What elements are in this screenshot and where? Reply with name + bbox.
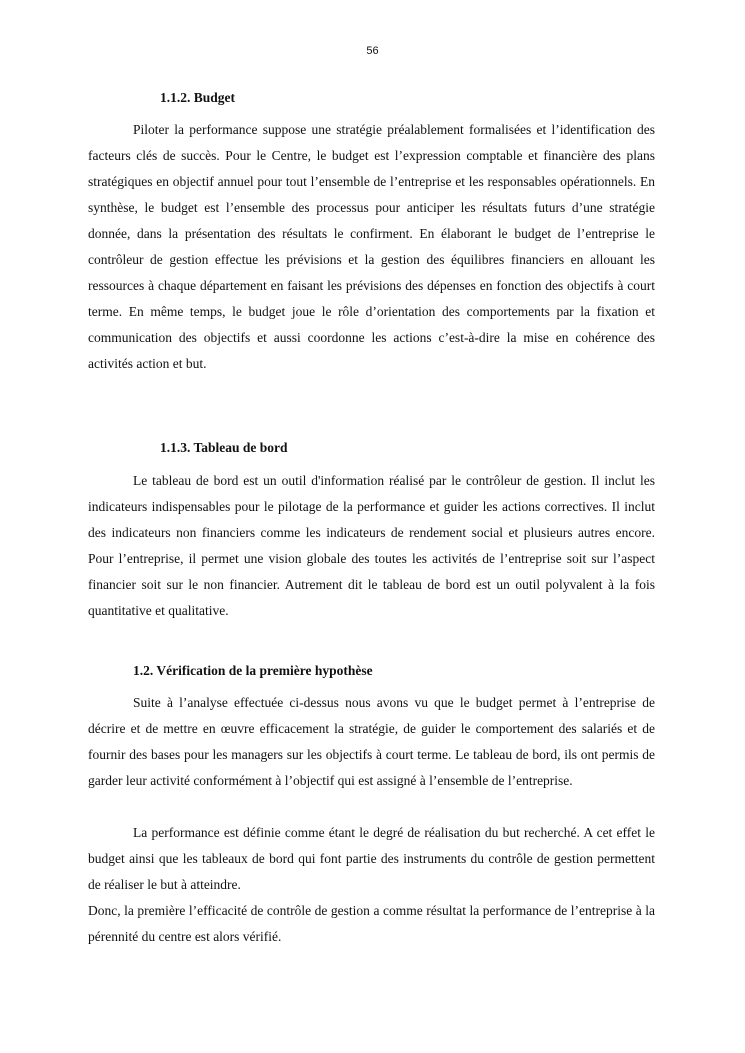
section-heading-budget: 1.1.2. Budget bbox=[160, 90, 236, 105]
paragraph-verification-3: Donc, la première l’efficacité de contrôle de gestion a comme résultat la performance de l’entreprise à la pérennité du centre est alors vérifié. bbox=[88, 903, 655, 944]
paragraph-tableau-de-bord: Le tableau de bord est un outil d'information réalisé par le contrôleur de gestion. Il inclut les indicateurs indispensables pour le pilotage de la performance et guider les actions correctives. Il inclut des indicateurs non financiers comme les indicateurs de rendement social et plusieurs autres encore. Pour l’entreprise, il permet une vision globale des toutes les activités de l’entreprise soit sur l’aspect financier soit sur le non financier. Autrement dit le tableau de bord est un outil polyvalent à la fois quantitative et qualitative. bbox=[88, 473, 655, 618]
paragraph-verification-1: Suite à l’analyse effectuée ci-dessus nous avons vu que le budget permet à l’entreprise de décrire et de mettre en œuvre efficacement la stratégie, de guider le comportement des salariés et de fournir des bases pour les managers sur les objectifs à court terme. Le tableau de bord, ils ont permis de garder leur activité conformément à l’objectif qui est assigné à l’ensemble de l’entreprise. bbox=[88, 695, 655, 788]
section-heading-verification: 1.2. Vérification de la première hypothèse bbox=[133, 663, 373, 678]
page-number: 56 bbox=[366, 45, 379, 57]
paragraph-budget: Piloter la performance suppose une stratégie préalablement formalisées et l’identification des facteurs clés de succès. Pour le Centre, le budget est l’expression comptable et financière des plans stratégiques en objectif annuel pour tout l’ensemble de l’entreprise et les responsables opérationnels. En synthèse, le budget est l’ensemble des processus pour anticiper les résultats futurs d’une stratégie donnée, dans la présentation des résultats le confirment. En élaborant le budget de l’entreprise le contrôleur de gestion effectue les prévisions et la gestion des équilibres financiers en allouant les ressources à chaque département en faisant les prévisions des dépenses en fonction des objectifs à court terme. En même temps, le budget joue le rôle d’orientation des comportements par la fixation et communication des objectifs et aussi coordonne les actions c’est-à-dire la mise en cohérence des activités action et but. bbox=[88, 122, 655, 371]
section-heading-tableau-de-bord: 1.1.3. Tableau de bord bbox=[160, 440, 288, 455]
paragraph-verification-2: La performance est définie comme étant le degré de réalisation du but recherché. A cet effet le budget ainsi que les tableaux de bord qui font partie des instruments du contrôle de gestion permettent de réaliser le but à atteindre. bbox=[88, 825, 655, 892]
